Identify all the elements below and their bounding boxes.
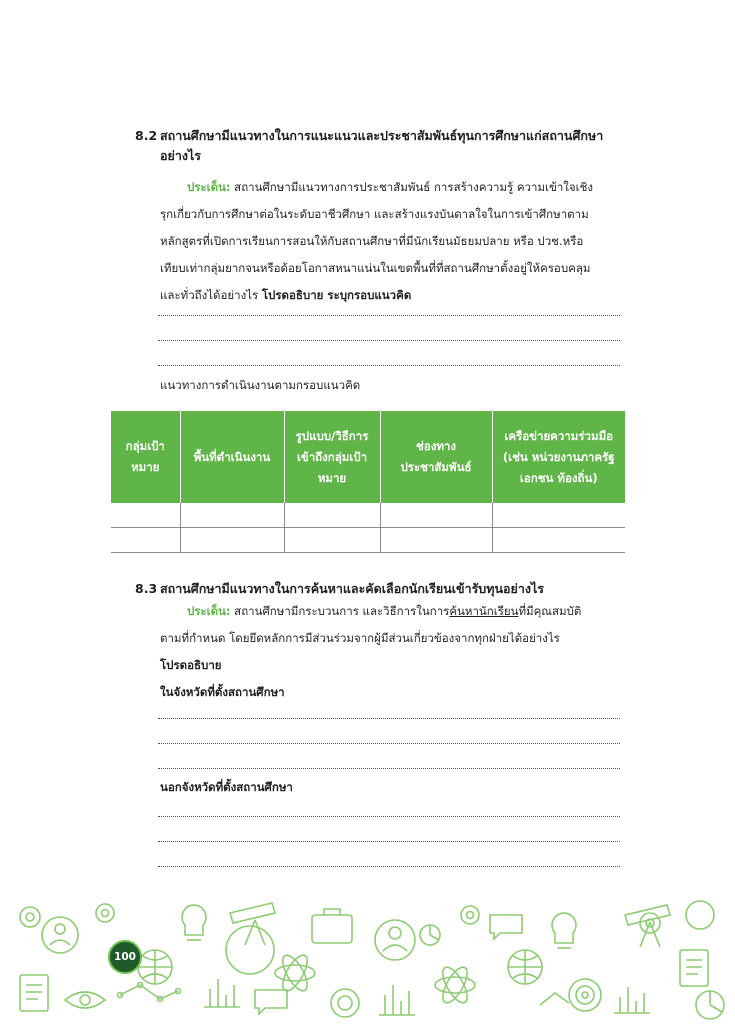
header-line: พื้นที่ดำเนินงาน (193, 449, 271, 464)
answer-line[interactable] (158, 315, 620, 316)
subheading-in-province: ในจังหวัดที่ตั้งสถานศึกษา (160, 685, 285, 699)
section-title-line-1: สถานศึกษามีแนวทางในการแนะแนวและประชาสัมพันธ์ทุนการศึกษาแก่สถานศึกษา (160, 128, 604, 143)
header-pr-channel (380, 411, 492, 503)
section-number: 8.3 (135, 581, 158, 596)
answer-line[interactable] (158, 718, 620, 719)
section-8-3-description (160, 598, 630, 706)
answer-line[interactable] (158, 841, 620, 842)
answer-line[interactable] (158, 365, 620, 366)
paragraph-line: รุกเกี่ยวกับการศึกษาต่อในระดับอาชีวศึกษา และสร้างแรงบันดาลใจในการเข้าศึกษาตาม (160, 207, 589, 221)
header-operation-area (180, 411, 284, 503)
issue-label: ประเด็น: (187, 604, 231, 618)
table-cell[interactable] (492, 528, 625, 553)
header-line: หมาย (131, 460, 160, 474)
answer-line[interactable] (158, 866, 620, 867)
instruction-text: โปรดอธิบาย (160, 658, 222, 672)
section-title-line-2: อย่างไร (160, 148, 201, 163)
table-row (111, 528, 625, 553)
table-row (111, 503, 625, 528)
header-line: ประชาสัมพันธ์ (400, 460, 472, 474)
underlined-text: ค้นหานักเรียน (449, 604, 519, 618)
issue-label: ประเด็น: (187, 180, 231, 194)
paragraph-line: ที่มีคุณสมบัติ (518, 604, 582, 618)
page-number-badge: 100 (108, 940, 142, 974)
section-number: 8.2 (135, 128, 158, 143)
header-line: เข้าถึงกลุ่มเป้า (296, 449, 368, 464)
header-line: หมาย (317, 470, 347, 485)
header-target-group (111, 411, 180, 503)
section-title: สถานศึกษามีแนวทางในการค้นหาและคัดเลือกนักเรียนเข้ารับทุนอย่างไร (160, 581, 544, 596)
table-cell[interactable] (180, 503, 284, 528)
framework-caption: แนวทางการดำเนินงานตามกรอบแนวคิด (160, 378, 361, 392)
section-8-2-heading (135, 126, 630, 166)
header-line: รูปแบบ/วิธีการ (295, 428, 369, 443)
answer-line[interactable] (158, 340, 620, 341)
header-line: เอกชน ท้องถิ่น) (519, 470, 598, 485)
answer-line[interactable] (158, 816, 620, 817)
table-cell[interactable] (180, 528, 284, 553)
paragraph-line: เทียบเท่ากลุ่มยากจนหรือด้อยโอกาสหนาแน่นในเขตพื้นที่ที่สถานศึกษาตั้งอยู่ให้ครอบคลุม (160, 261, 591, 275)
paragraph-line: สถานศึกษามีกระบวนการ และวิธีการในการ (234, 604, 450, 618)
table-cell[interactable] (492, 503, 625, 528)
table-header-row (111, 411, 625, 503)
header-line: กลุ่มเป้า (125, 439, 165, 453)
section-8-2-description (160, 174, 630, 309)
paragraph-line: ตามที่กำหนด โดยยึดหลักการมีส่วนร่วมจากผู้มีส่วนเกี่ยวข้องจากทุกฝ่ายได้อย่างไร (160, 631, 560, 645)
table-cell[interactable] (380, 503, 492, 528)
framework-table (111, 411, 625, 553)
header-access-method (284, 411, 380, 503)
table-cell[interactable] (380, 528, 492, 553)
table-cell[interactable] (284, 528, 380, 553)
table-cell[interactable] (284, 503, 380, 528)
paragraph-line: หลักสูตรที่เปิดการเรียนการสอนให้กับสถานศึกษาที่มีนักเรียนมัธยมปลาย หรือ ปวช.หรือ (160, 234, 584, 248)
paragraph-line: สถานศึกษามีแนวทางการประชาสัมพันธ์ การสร้างความรู้ ความเข้าใจเชิง (234, 180, 593, 194)
subheading-out-province: นอกจังหวัดที่ตั้งสถานศึกษา (160, 780, 293, 794)
header-partner-network (492, 411, 625, 503)
instruction-text: โปรดอธิบาย ระบุกรอบแนวคิด (261, 288, 412, 302)
paragraph-line: และทั่วถึงได้อย่างไร (160, 288, 259, 302)
header-line: ช่องทาง (416, 439, 456, 453)
answer-line[interactable] (158, 768, 620, 769)
header-line: เครือข่ายความร่วมมือ (504, 428, 614, 443)
header-line: (เช่น หน่วยงานภาครัฐ (502, 449, 615, 464)
table-cell[interactable] (111, 503, 180, 528)
table-cell[interactable] (111, 528, 180, 553)
answer-line[interactable] (158, 743, 620, 744)
section-8-3-heading (135, 579, 630, 599)
